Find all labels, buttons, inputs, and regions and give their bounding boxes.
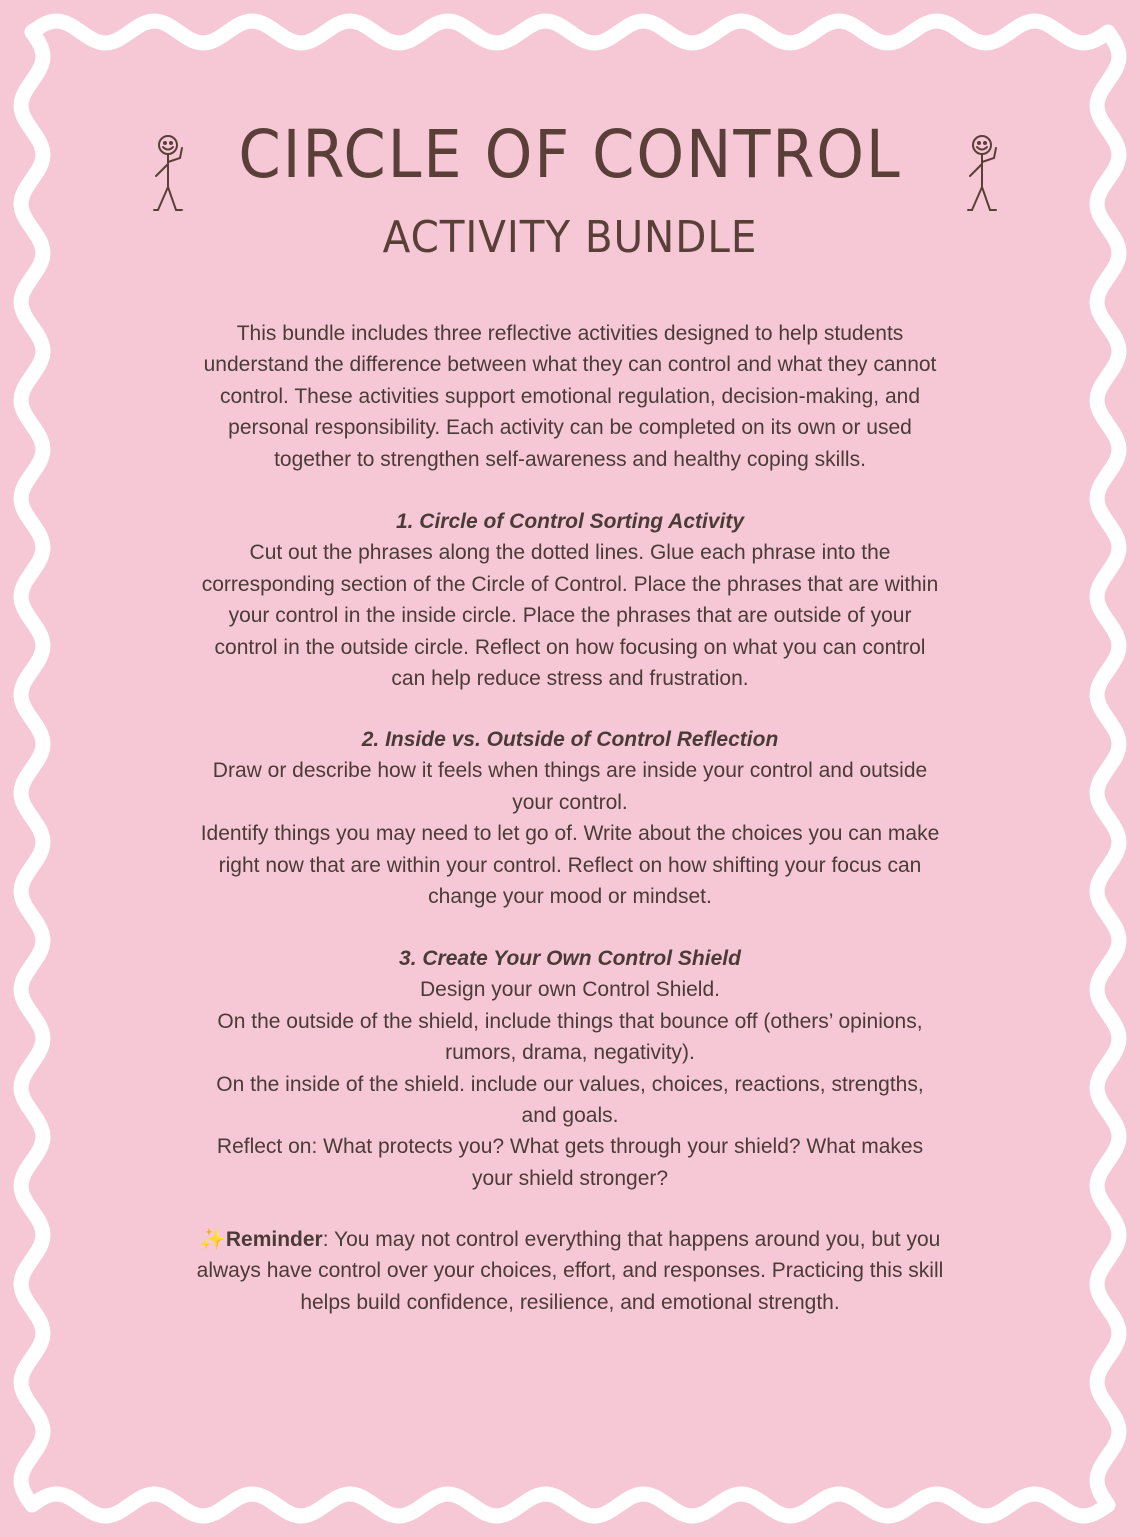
section-line: change your mood or mindset. [428, 885, 712, 909]
intro-line: This bundle includes three reflective activities designed to help students [236, 322, 904, 345]
section-line: Reflect on: What protects you? What gets through your shield? What makes [216, 1135, 924, 1159]
section-line: right now that are within your control. Reflect on how shifting your focus can [218, 853, 922, 877]
reminder-text: : You may not control everything that happens around you, but you [322, 1228, 941, 1251]
reminder-label: Reminder [225, 1228, 323, 1251]
section-line: Identify things you may need to let go of. Write about the choices you can make [200, 822, 940, 846]
page-title: CIRCLE OF CONTROL [238, 116, 902, 193]
section-line: your control. [512, 790, 628, 814]
section-line: can help reduce stress and frustration. [391, 667, 749, 691]
section-line: control in the outside circle. Reflect on how focusing on what you can control [214, 635, 926, 659]
reminder-line: helps build confidence, resilience, and emotional strength. [300, 1290, 840, 1314]
section-line: On the inside of the shield. include our values, choices, reactions, strengths, [216, 1072, 924, 1096]
section-line: your shield stronger? [471, 1166, 669, 1190]
intro-line: understand the difference between what they can control and what they cannot [203, 353, 937, 377]
title-block [160, 110, 980, 266]
intro-line: personal responsibility. Each activity can be completed on its own or used [228, 416, 912, 440]
section-line: Cut out the phrases along the dotted lines. Glue each phrase into the [249, 541, 891, 565]
section-line: Draw or describe how it feels when things are inside your control and outside [212, 759, 928, 783]
activity-section-2 [160, 724, 980, 912]
activity-section-3 [160, 943, 980, 1194]
section-heading: 3. Create Your Own Control Shield [399, 947, 741, 970]
section-line: your control in the inside circle. Place the phrases that are outside of your [228, 604, 912, 628]
reminder-first-line [160, 1224, 980, 1255]
intro-paragraph [160, 318, 980, 475]
sparkles-icon: ✨ [199, 1228, 226, 1251]
activity-section-1 [160, 506, 980, 694]
section-line: corresponding section of the Circle of Control. Place the phrases that are within [201, 572, 939, 596]
reminder-paragraph [160, 1224, 980, 1318]
intro-line: together to strengthen self-awareness and healthy coping skills. [274, 447, 866, 471]
section-heading: 2. Inside vs. Outside of Control Reflection [361, 728, 779, 751]
intro-line: control. These activities support emotional regulation, decision-making, and [220, 384, 920, 408]
section-line: On the outside of the shield, include things that bounce off (others’ opinions, [217, 1009, 923, 1033]
section-heading: 1. Circle of Control Sorting Activity [395, 510, 745, 533]
page-subtitle: ACTIVITY BUNDLE [382, 212, 758, 263]
section-line: Design your own Control Shield. [420, 978, 720, 1002]
section-line: and goals. [521, 1104, 619, 1128]
reminder-line: always have control over your choices, effort, and responses. Practicing this skill [196, 1259, 944, 1283]
section-line: rumors, drama, negativity). [445, 1041, 695, 1065]
